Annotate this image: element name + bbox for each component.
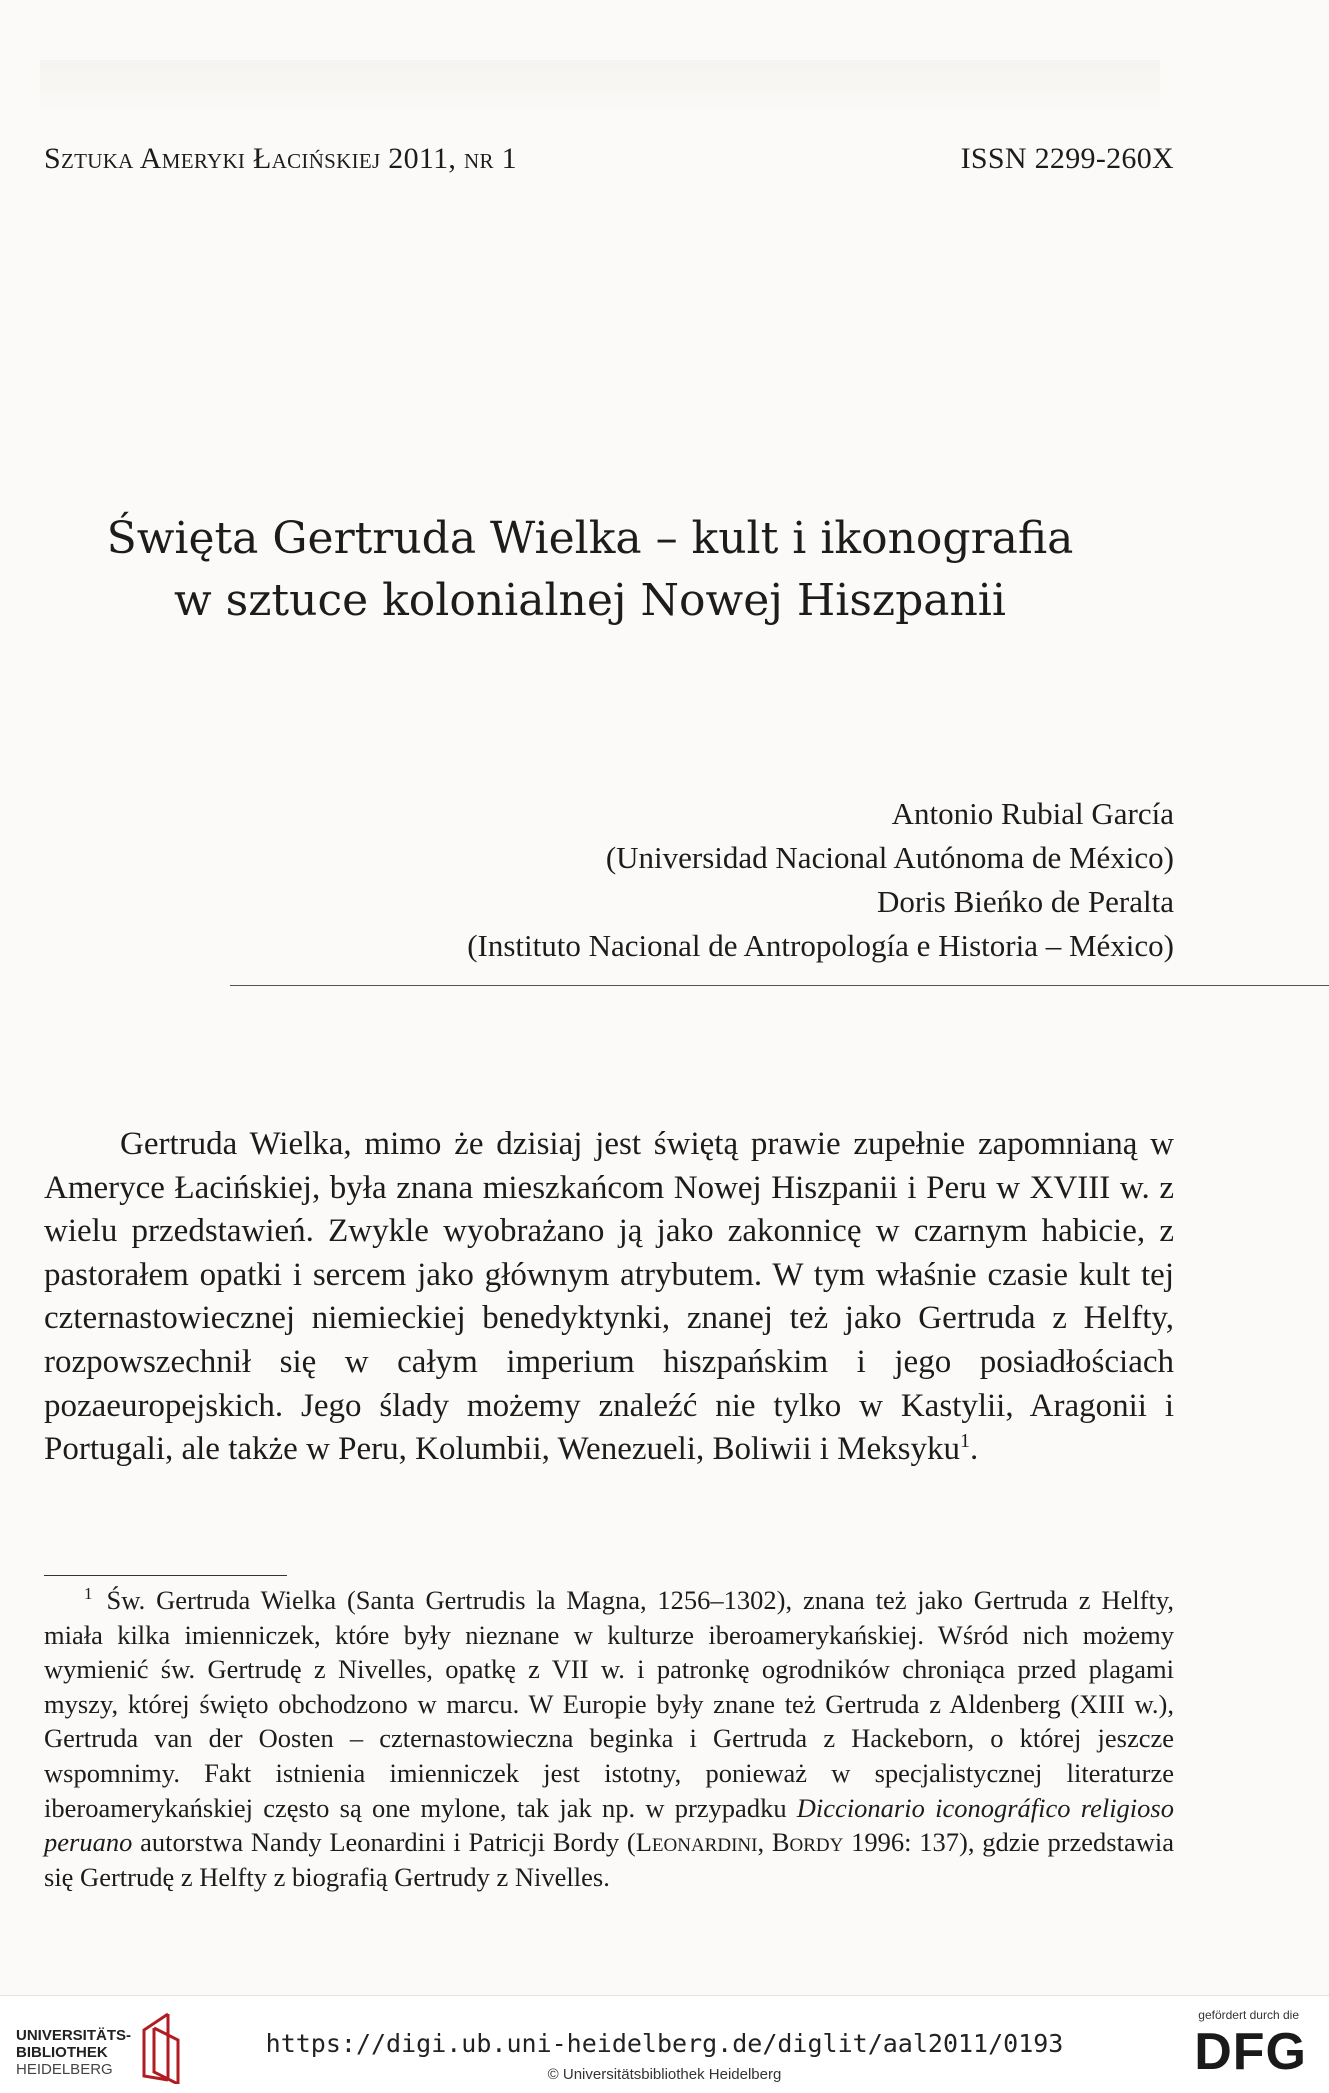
title-line-2: w sztuce kolonialnej Nowej Hiszpanii [174, 575, 1006, 626]
title-line-1: Święta Gertruda Wielka – kult i ikonografia [106, 513, 1074, 564]
article-title [60, 508, 1120, 632]
issn: ISSN 2299-260X [960, 142, 1174, 175]
copyright-notice: © Universitätsbibliothek Heidelberg [547, 2066, 782, 2083]
funding-note: gefördert durch die [1198, 2008, 1299, 2022]
author-2: Doris Bieńko de Peralta [876, 884, 1174, 919]
paragraph-text: Gertruda Wielka, mimo że dzisiaj jest świętą prawie zupełnie zapomnianą w Ameryce Łacińskiej, była znana mieszkańcom Nowej Hiszpanii i Peru w XVIII w. z wielu przedstawień. Zwykle wyobrażano ją jako zakonnicę w czarnym habicie, z pastorałem opatki i sercem jako głównym atrybutem. W tym właśnie czasie kult tej czternastowiecznej niemieckiej benedyktynki, znanej też jako Gertruda z Helfty, rozpowszechnił się w całym imperium hiszpańskim i jego posiadłościach pozaeuropejskich. Jego ślady możemy znaleźć nie tylko w Kastylii, Aragonii i Portugali, ale także w Peru, Kolumbii, Wenezueli, Boliwii i Meksyku [44, 1126, 1174, 1468]
footnote-italic-title: Diccionario iconográfico religioso peruano [44, 1792, 1174, 1858]
library-line-3: HEIDELBERG [16, 2061, 113, 2078]
paragraph-end: . [970, 1431, 979, 1468]
footnote-text-a: Św. Gertruda Wielka (Santa Gertrudis la Magna, 1256–1302), znana też jako Gertruda z Helfty, miała kilka imienniczek, które były nieznane w kulturze iberoamerykańskiej. Wśród nich możemy wymienić św. Gertrudę z Nivelles, opatkę z VII w. i patronkę ogrodników chroniąca przed plagami myszy, której święto obchodzono w marcu. W Europie były znane też Gertruda z Aldenberg (XIII w.), Gertruda van der Oosten – czternastowieczna beginka i Gertruda z Hackeborn, o której jeszcze wspomnimy. Fakt istnienia imienniczek jest istotny, ponieważ w specjalistycznej literaturze iberoamerykańskiej często są one mylone, tak jak np. w przypadku [44, 1585, 1174, 1823]
footnote-ref: 1 [960, 1430, 970, 1453]
journal-name: Sztuka Ameryki Łacińskiej 2011, nr 1 [44, 142, 517, 175]
running-header [44, 142, 1174, 176]
separator-rule [230, 985, 1329, 986]
scan-shadow [40, 60, 1160, 120]
affiliation-1: (Universidad Nacional Autónoma de México) [605, 840, 1174, 875]
footnote-number: 1 [84, 1584, 93, 1604]
footnote-rule [44, 1575, 287, 1576]
footnote-text-c: , [757, 1827, 772, 1858]
permalink-url[interactable]: https://digi.ub.uni-heidelberg.de/diglit/aal2011/0193 [265, 2029, 1064, 2058]
body-paragraph [44, 1123, 1174, 1472]
author-1: Antonio Rubial García [891, 796, 1174, 831]
footnote-text-b: autorstwa Nandy Leonardini i Patricji Bordy ( [132, 1827, 636, 1858]
author-block [467, 792, 1174, 968]
library-line-2: BIBLIOTHEK [16, 2044, 108, 2061]
footnote-citation-2: Bordy [771, 1827, 844, 1858]
affiliation-2: (Instituto Nacional de Antropología e Historia – México) [467, 928, 1174, 963]
library-line-1: UNIVERSITÄTS- [16, 2027, 132, 2044]
footnote-text-d: 1996: 137), gdzie przedstawia się Gertrudę z Helfty z biografią Gertrudy z Nivelles. [44, 1827, 1174, 1892]
footnote-citation-1: Leonardini [635, 1827, 758, 1858]
footnote [44, 1583, 1174, 1894]
dfg-logo[interactable]: DFG [1194, 2023, 1307, 2081]
